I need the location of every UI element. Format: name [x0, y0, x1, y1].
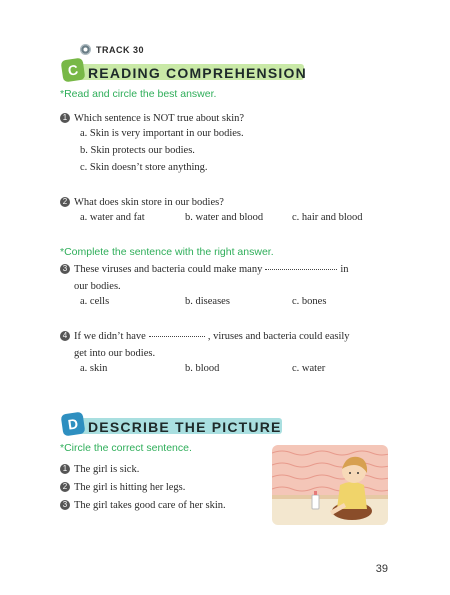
option-3c[interactable]: c. bones	[292, 296, 327, 307]
sentence-2-text: The girl is hitting her legs.	[74, 482, 186, 493]
number-badge: 1	[60, 113, 70, 123]
question-4	[60, 330, 350, 343]
section-d-title: DESCRIBE THE PICTURE	[88, 419, 282, 435]
question-3-text-before: These viruses and bacteria could make many	[74, 264, 263, 275]
option-1b[interactable]: b. Skin protects our bodies.	[80, 145, 195, 156]
question-2-text: What does skin store in our bodies?	[74, 197, 224, 208]
number-badge: 3	[60, 500, 70, 510]
question-4-text-before: If we didn’t have	[74, 331, 146, 342]
number-badge: 2	[60, 482, 70, 492]
question-3-line2: our bodies.	[74, 281, 121, 292]
option-4b[interactable]: b. blood	[185, 363, 220, 374]
question-4-line2: get into our bodies.	[74, 348, 156, 359]
number-badge: 3	[60, 264, 70, 274]
option-2b[interactable]: b. water and blood	[185, 212, 264, 223]
question-3-text-after: in	[340, 264, 349, 275]
number-badge: 4	[60, 331, 70, 341]
sentence-1-text: The girl is sick.	[74, 464, 140, 475]
option-2c[interactable]: c. hair and blood	[292, 212, 363, 223]
sentence-2[interactable]	[60, 481, 185, 494]
option-4c[interactable]: c. water	[292, 363, 326, 374]
option-3a[interactable]: a. cells	[80, 296, 110, 307]
instruction-read-circle: *Read and circle the best answer.	[60, 88, 217, 100]
question-1	[60, 112, 244, 125]
question-3	[60, 263, 349, 276]
option-4a[interactable]: a. skin	[80, 363, 108, 374]
section-c-title: READING COMPREHENSION	[88, 65, 307, 81]
question-2	[60, 196, 224, 209]
question-1-text: Which sentence is NOT true about skin?	[74, 113, 245, 124]
track-label	[80, 44, 144, 55]
option-1a[interactable]: a. Skin is very important in our bodies.	[80, 128, 244, 139]
number-badge: 1	[60, 464, 70, 474]
option-1c[interactable]: c. Skin doesn’t store anything.	[80, 162, 208, 173]
audio-cd-icon	[80, 44, 91, 55]
section-c-badge: C	[61, 58, 86, 83]
section-d-badge: D	[61, 412, 86, 437]
number-badge: 2	[60, 197, 70, 207]
answer-blank[interactable]	[149, 330, 205, 337]
option-3b[interactable]: b. diseases	[185, 296, 230, 307]
sentence-1[interactable]	[60, 463, 139, 476]
option-2a[interactable]: a. water and fat	[80, 212, 145, 223]
instruction-circle-sentence: *Circle the correct sentence.	[60, 442, 192, 454]
question-4-text-after: , viruses and bacteria could easily	[207, 331, 350, 342]
page-number: 39	[375, 563, 388, 575]
sentence-3[interactable]	[60, 499, 226, 512]
sentence-3-text: The girl takes good care of her skin.	[74, 500, 226, 511]
instruction-complete: *Complete the sentence with the right answer.	[60, 246, 274, 258]
answer-blank[interactable]	[265, 263, 337, 270]
track-text: TRACK 30	[96, 44, 145, 55]
girl-illustration	[272, 445, 388, 525]
